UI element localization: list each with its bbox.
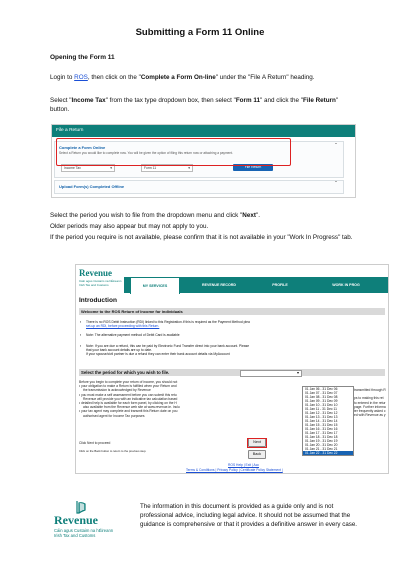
complete-form-note: Select a Return you would like to complete now. You will be given the option of filing this return now or attaching a payment.	[59, 151, 233, 155]
period-option[interactable]: 01 Jan 10 - 31 Dec 10	[305, 403, 338, 407]
brand-sub-english: Irish Tax and Customs	[54, 533, 96, 538]
footer-links-1[interactable]: ROS Help | Exit | Acc	[228, 463, 260, 467]
file-return-screenshot	[51, 124, 356, 198]
next-button[interactable]: Next	[248, 438, 266, 447]
period-option[interactable]: 01 Jan 13 - 31 Dec 13	[305, 415, 338, 419]
next-highlight-box	[247, 438, 267, 448]
ros-link[interactable]: ROS	[74, 74, 88, 81]
introduction-heading: Introduction	[79, 297, 117, 304]
period-option[interactable]: 01 Jan 11 - 31 Dec 11	[305, 407, 337, 411]
paragraph-select: Select "Income Tax" from the tax type dropdown box, then select "Form 11" and click the "File Return" button.	[50, 97, 339, 113]
back-button[interactable]: Back	[248, 450, 266, 459]
period-option-selected[interactable]: 01 Jan 22 - 31 Dec 22	[303, 451, 353, 455]
period-option[interactable]: 01 Jan 19 - 31 Dec 19	[305, 439, 338, 443]
period-option[interactable]: 01 Jan 06 - 31 Dec 06	[305, 387, 338, 391]
intro-text: Before you begin to complete your return of income, you should not • your obligation to make a Return is fulfilled when your Return and the transmission is acknowledged by Revenue • you must make a self assessment before you can submit this retu Revenue will provide you with an indicative tax calculation based • detailed help is available for each form panel, by clicking on the H also available from the Revenue web site at www.revenue.ie. Inclu • your tax agent may complete and transmit this Return date on you authorised agent for Income Tax purposes	[79, 380, 180, 418]
period-dropdown-list[interactable]	[302, 386, 354, 456]
period-option[interactable]: 01 Jan 12 - 31 Dec 12	[305, 411, 338, 415]
revenue-header	[76, 265, 388, 293]
period-option[interactable]: 01 Jan 20 - 31 Dec 20	[305, 443, 338, 447]
file-return-bar: File a Return	[52, 125, 355, 137]
welcome-banner: Welcome to the ROS Return of Income for individuals	[79, 308, 385, 315]
bullet-rdi: ▪ There is no ROS Debit Instruction (RDI) linked to this Registration.If this is required as the Payment Method plea set-up an RDI, before proceeding with this Return.	[86, 320, 382, 328]
period-option[interactable]: 01 Jan 18 - 31 Dec 18	[305, 435, 338, 439]
upload-panel[interactable]	[54, 180, 344, 194]
paragraph-login: Login to ROS, then click on the "Complete a Form On-line" under the "File A Return" heading.	[50, 74, 315, 81]
tab-work-in-progress[interactable]: WORK IN PROG	[332, 283, 360, 287]
intro-text-right: transmitted through R ps to making this ret to entered in the retur page. Further informa ter frequently asked c ed with Revenue as y	[354, 388, 386, 418]
page-title: Submitting a Form 11 Online	[135, 27, 265, 38]
chevron-down-icon: ▾	[296, 370, 299, 375]
paragraph-period: Select the period you wish to file from the dropdown menu and click "Next".	[50, 212, 260, 219]
upload-label: Upload Form(s) Completed Offline	[59, 184, 125, 189]
period-option[interactable]: 01 Jan 08 - 31 Dec 08	[305, 395, 338, 399]
click-back-text: Click on the Back button to return to the previous step.	[79, 449, 147, 453]
complete-form-title: Complete a Form Online	[59, 145, 106, 150]
period-option[interactable]: 01 Jan 21 - 31 Dec 21	[305, 447, 338, 451]
period-option[interactable]: 01 Jan 14 - 31 Dec 14	[305, 419, 338, 423]
section-heading: Opening the Form 11	[50, 54, 115, 61]
select-period-label: Select the period for which you wish to file.	[79, 369, 385, 376]
period-option[interactable]: 01 Jan 15 - 31 Dec 15	[305, 423, 338, 427]
bullet-debit-card: ▪ Note: The alternative payment method of Debit Card is available	[86, 333, 382, 337]
top-nav	[124, 277, 388, 293]
paragraph-older: Older periods may also appear but may not apply to you.	[50, 223, 209, 230]
disclaimer: The information in this document is provided as a guide only and is not professional advice, including legal advice. It should not be assumed that the guidance is comprehensive or that it provides a definitive answer in every case.	[140, 503, 358, 529]
tax-type-dropdown[interactable]: Income Tax ▾	[61, 164, 115, 172]
ros-return-screenshot	[75, 264, 389, 474]
form-dropdown[interactable]: Form 11 ▾	[141, 164, 193, 172]
period-option[interactable]: 01 Jan 16 - 31 Dec 16	[305, 427, 338, 431]
revenue-logo-sub: Cáin agus Custaim na hÉireann Irish Tax and Customs	[79, 279, 122, 287]
tab-profile[interactable]: PROFILE	[272, 283, 288, 287]
chevron-up-icon[interactable]: ˆ	[335, 144, 337, 150]
period-select[interactable]	[240, 370, 302, 377]
tab-my-services[interactable]: MY SERVICES	[130, 277, 180, 294]
period-option[interactable]: 01 Jan 09 - 31 Dec 09	[305, 399, 338, 403]
period-option[interactable]: 01 Jan 07 - 31 Dec 07	[305, 391, 338, 395]
chevron-down-icon: ▾	[188, 166, 190, 170]
click-next-text: Click Next to proceed	[79, 441, 111, 445]
paragraph-unavailable: If the period you require is not available, please confirm that it is not available in your "Work In Progress" tab.	[50, 234, 353, 241]
chevron-down-icon: ▾	[110, 166, 112, 170]
brand-sub-irish: Cáin agus Custaim na hÉireann	[54, 528, 114, 533]
chevron-down-icon: ˇ	[335, 182, 337, 188]
period-option[interactable]: 01 Jan 17 - 31 Dec 17	[305, 431, 338, 435]
revenue-logo: Revenue	[79, 268, 112, 278]
footer-links-2[interactable]: Terms & Conditions | Privacy Policy | Certificate Policy Statement |	[186, 468, 283, 472]
bullet-refund: ▪ Note: If you are due a refund, this can be paid by Electronic Fund Transfer direct into your bank account. Please that your bank account details are up to date. If your spouse/civil partner is due a refund they can enter their bank account details via MyAccount	[86, 344, 382, 356]
highlight-box	[56, 138, 291, 166]
tab-revenue-record[interactable]: REVENUE RECORD	[202, 283, 236, 287]
harp-logo-icon	[74, 500, 88, 514]
file-return-button[interactable]: File Return	[233, 164, 273, 171]
brand-name: Revenue	[54, 513, 98, 527]
